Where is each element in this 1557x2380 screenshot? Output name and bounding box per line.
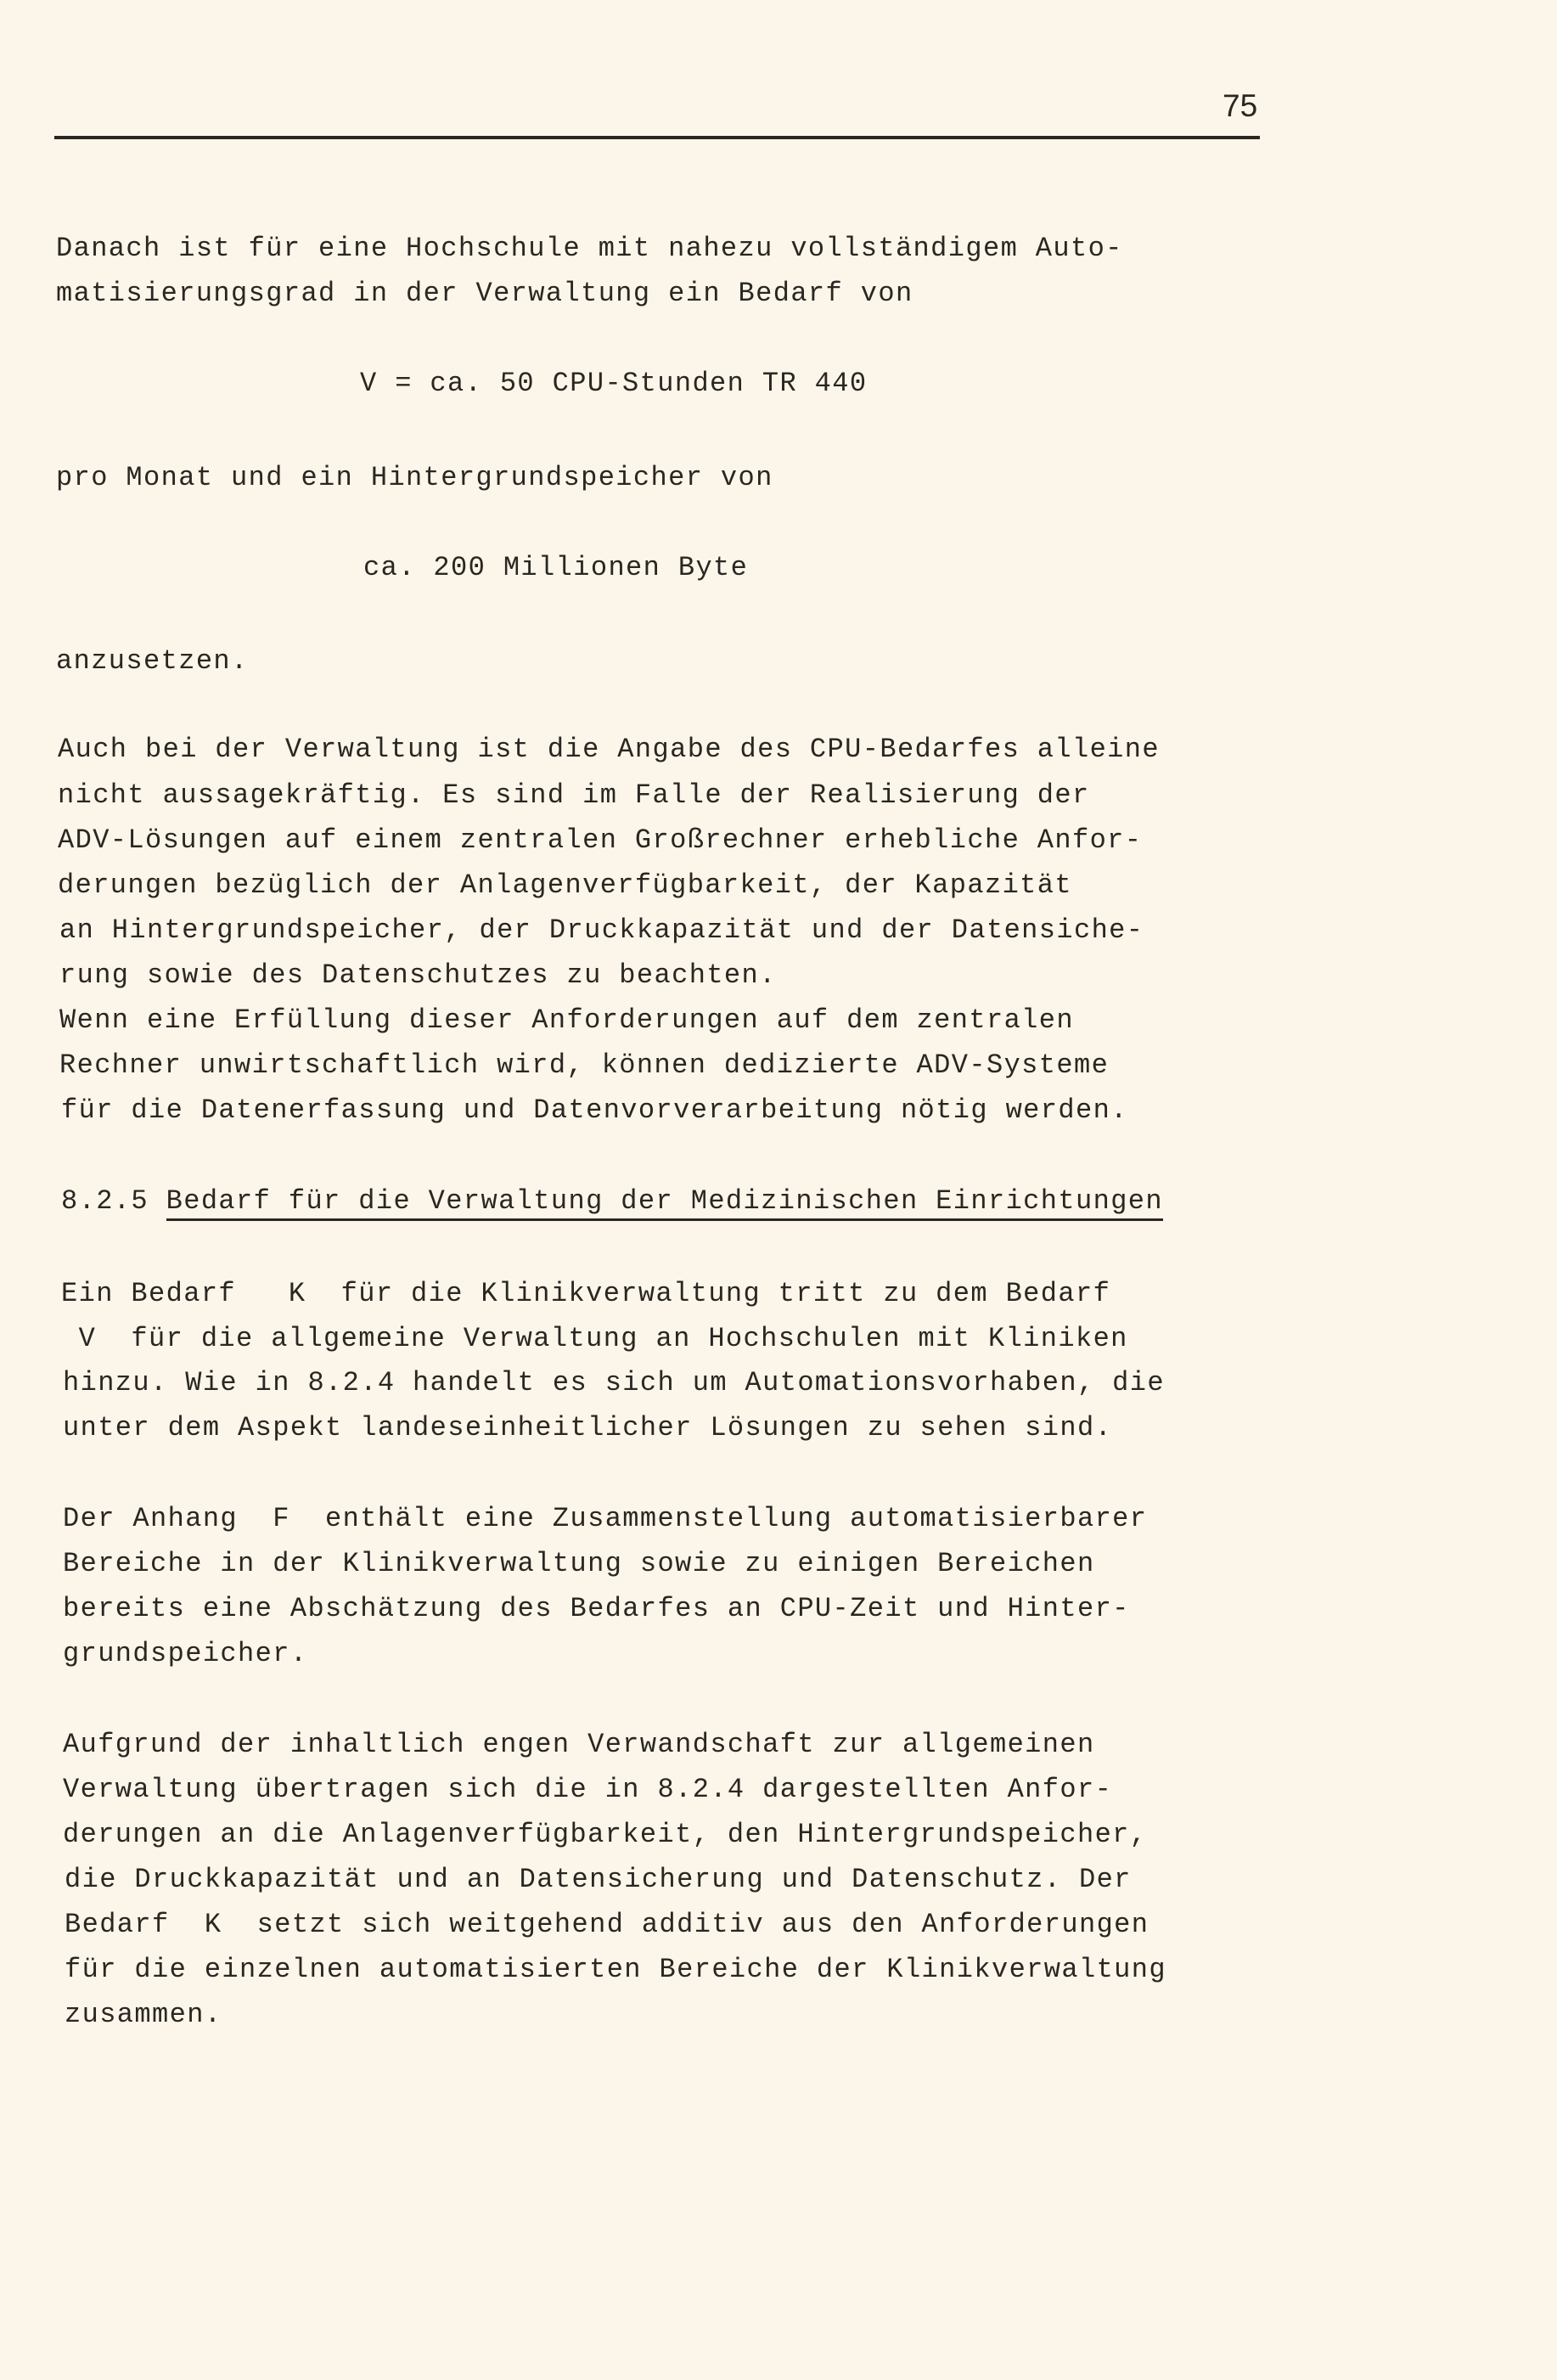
text-line: derungen bezüglich der Anlagenverfügbarkeit, der Kapazität [58,869,1072,901]
text-line: Aufgrund der inhaltlich engen Verwandschaft zur allgemeinen [63,1729,1095,1760]
text-line: Wenn eine Erfüllung dieser Anforderungen auf dem zentralen [59,1004,1074,1036]
text-line: an Hintergrundspeicher, der Druckkapazität und der Datensiche- [59,914,1144,946]
text-line: die Druckkapazität und an Datensicherung und Datenschutz. Der [65,1864,1132,1895]
text-line: Ein Bedarf K für die Klinikverwaltung tritt zu dem Bedarf [61,1278,1111,1309]
formula-line: ca. 200 Millionen Byte [363,552,749,583]
text-line: derungen an die Anlagenverfügbarkeit, den Hintergrundspeicher, [63,1819,1148,1850]
text-line: Verwaltung übertragen sich die in 8.2.4 dargestellten Anfor- [63,1774,1113,1805]
text-line: pro Monat und ein Hintergrundspeicher von [56,462,773,493]
text-line: Der Anhang F enthält eine Zusammenstellung automatisierbarer [63,1503,1148,1534]
section-title: Bedarf für die Verwaltung der Medizinischen Einrichtungen [166,1185,1163,1221]
formula-line: V = ca. 50 CPU-Stunden TR 440 [360,368,868,399]
section-heading [61,1185,1163,1217]
text-line: für die Datenerfassung und Datenvorverarbeitung nötig werden. [61,1094,1128,1126]
text-line: anzusetzen. [56,645,249,677]
text-line: V für die allgemeine Verwaltung an Hochschulen mit Kliniken [61,1323,1128,1354]
text-line: Auch bei der Verwaltung ist die Angabe des CPU-Bedarfes alleine [58,734,1160,765]
text-line: Bedarf K setzt sich weitgehend additiv aus den Anforderungen [65,1909,1149,1940]
text-line: Danach ist für eine Hochschule mit nahezu vollständigem Auto- [56,233,1123,264]
header-rule [54,136,1260,139]
text-line: bereits eine Abschätzung des Bedarfes an CPU-Zeit und Hinter- [63,1593,1130,1624]
text-line: hinzu. Wie in 8.2.4 handelt es sich um Automationsvorhaben, die [63,1367,1165,1398]
text-line: nicht aussagekräftig. Es sind im Falle der Realisierung der [58,779,1090,811]
section-number: 8.2.5 [61,1185,149,1217]
text-line: matisierungsgrad in der Verwaltung ein Bedarf von [56,278,913,309]
page-number: 75 [1223,88,1258,123]
text-line: Rechner unwirtschaftlich wird, können dedizierte ADV-Systeme [59,1049,1110,1081]
text-line: Bereiche in der Klinikverwaltung sowie zu einigen Bereichen [63,1548,1095,1579]
text-line: unter dem Aspekt landeseinheitlicher Lösungen zu sehen sind. [63,1412,1113,1443]
text-line: für die einzelnen automatisierten Bereiche der Klinikverwaltung [65,1954,1166,1985]
text-line: zusammen. [65,1999,222,2030]
text-line: ADV-Lösungen auf einem zentralen Großrechner erhebliche Anfor- [58,824,1143,856]
text-line: grundspeicher. [63,1638,308,1669]
text-line: rung sowie des Datenschutzes zu beachten. [59,959,777,991]
